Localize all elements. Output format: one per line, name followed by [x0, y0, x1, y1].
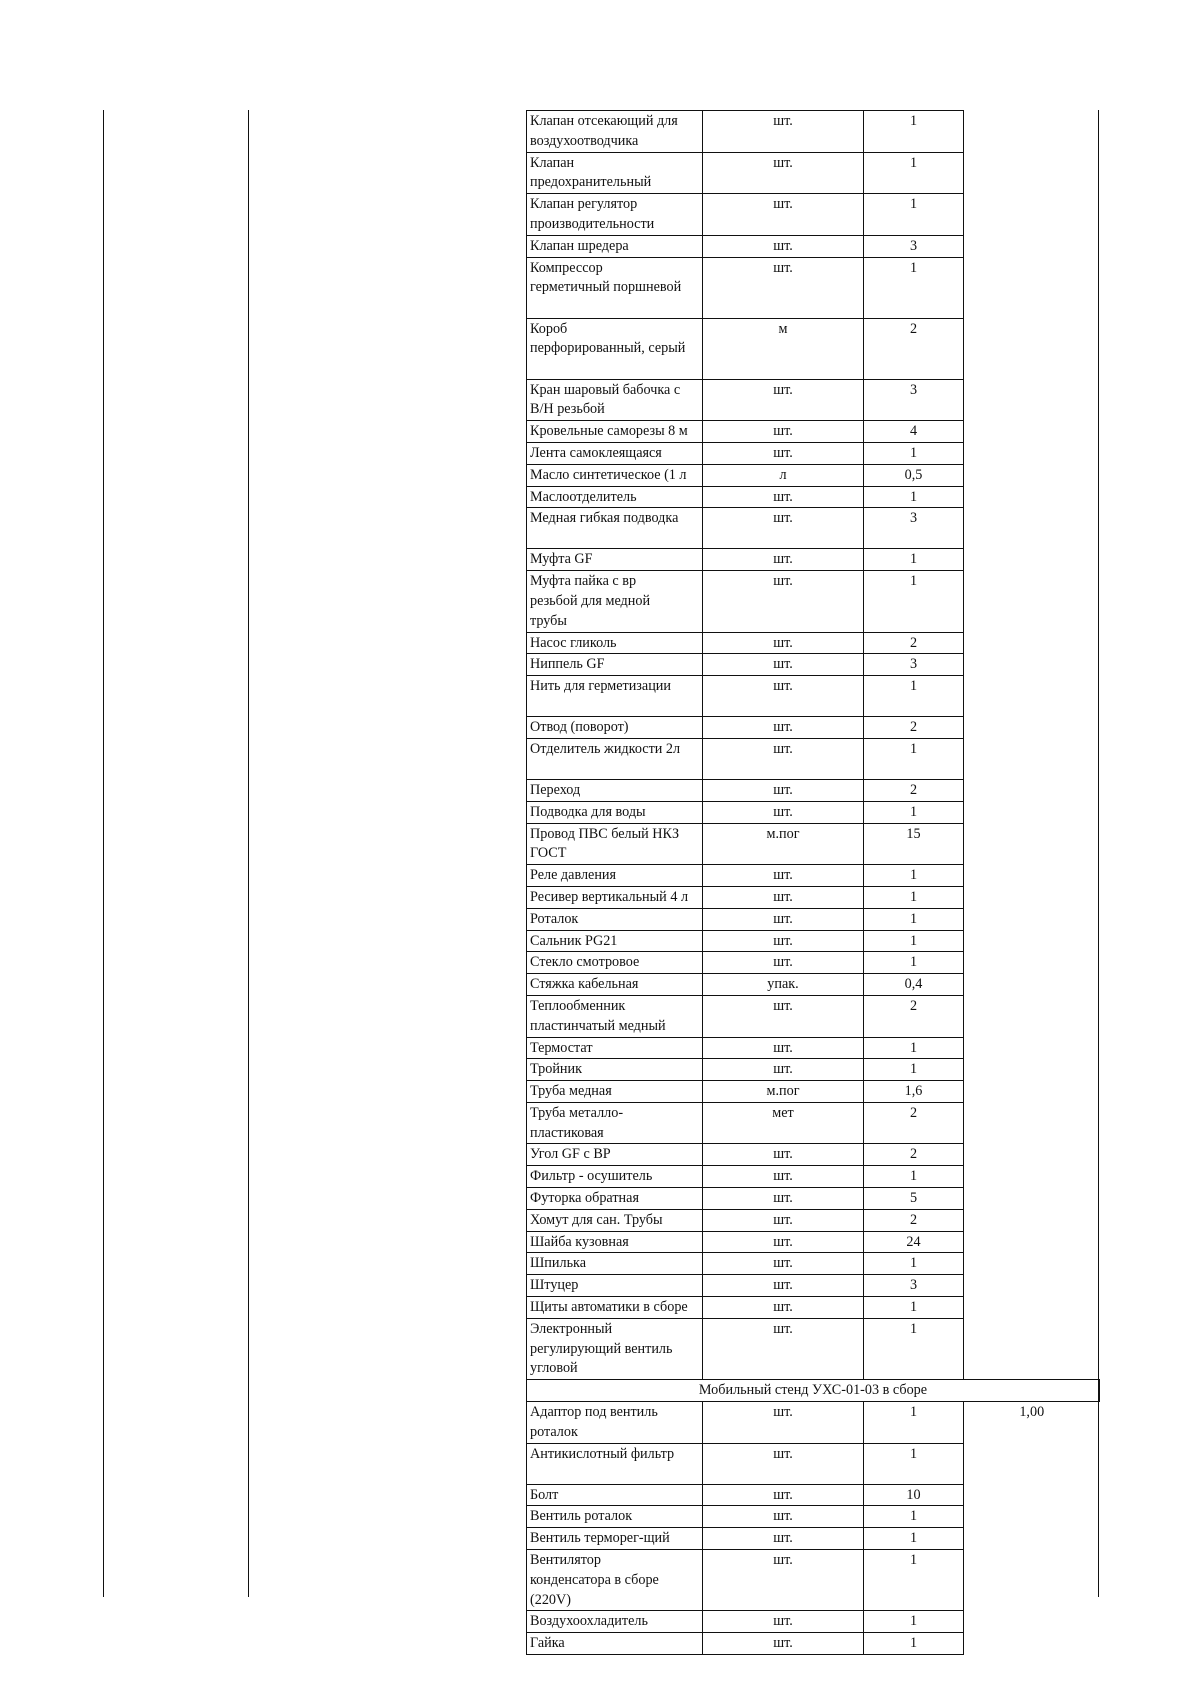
quantity-cell: 1	[864, 801, 964, 823]
item-name-cell: Масло синтетическое (1 л	[527, 464, 703, 486]
extra-value-cell	[964, 508, 1100, 549]
unit-cell: шт.	[703, 508, 864, 549]
extra-value-cell	[964, 738, 1100, 779]
extra-value-cell	[964, 654, 1100, 676]
table-row	[527, 1318, 1100, 1379]
extra-value-cell	[964, 1188, 1100, 1210]
quantity-cell: 1	[864, 257, 964, 318]
unit-cell: шт.	[703, 549, 864, 571]
extra-value-cell	[964, 194, 1100, 236]
quantity-cell: 1	[864, 549, 964, 571]
table-row	[527, 717, 1100, 739]
extra-value-cell	[964, 1318, 1100, 1379]
extra-value-cell	[964, 823, 1100, 865]
table-row	[527, 1611, 1100, 1633]
table-row	[527, 257, 1100, 318]
item-name-cell: Вентиль терморег-щий	[527, 1528, 703, 1550]
quantity-cell: 15	[864, 823, 964, 865]
item-name-cell: Ниппель GF	[527, 654, 703, 676]
table-row	[527, 801, 1100, 823]
item-name-cell: Переход	[527, 779, 703, 801]
item-name-cell: Теплообменник пластинчатый медный	[527, 995, 703, 1037]
extra-value-cell	[964, 464, 1100, 486]
quantity-cell: 2	[864, 717, 964, 739]
table-row	[527, 738, 1100, 779]
item-name-cell: Тройник	[527, 1059, 703, 1081]
item-name-cell: Труба металло- пластиковая	[527, 1102, 703, 1144]
extra-value-cell	[964, 486, 1100, 508]
quantity-cell: 2	[864, 632, 964, 654]
unit-cell: шт.	[703, 571, 864, 632]
table-row	[527, 1550, 1100, 1611]
table-row	[527, 779, 1100, 801]
extra-value-cell	[964, 1144, 1100, 1166]
extra-value-cell	[964, 1611, 1100, 1633]
item-name-cell: Фильтр - осушитель	[527, 1166, 703, 1188]
unit-cell: м.пог	[703, 1081, 864, 1103]
table-row	[527, 1402, 1100, 1444]
extra-value-cell	[964, 1081, 1100, 1103]
extra-value-cell	[964, 442, 1100, 464]
quantity-cell: 2	[864, 1209, 964, 1231]
quantity-cell: 1	[864, 1611, 964, 1633]
table-row	[527, 974, 1100, 996]
item-name-cell: Стекло смотровое	[527, 952, 703, 974]
item-name-cell: Короб перфорированный, серый	[527, 318, 703, 379]
table-row	[527, 1166, 1100, 1188]
extra-value-cell	[964, 908, 1100, 930]
table-row	[527, 930, 1100, 952]
materials-table	[526, 110, 1100, 1655]
quantity-cell: 1	[864, 1443, 964, 1484]
extra-value-cell	[964, 1209, 1100, 1231]
table-row	[527, 235, 1100, 257]
extra-value-cell	[964, 571, 1100, 632]
item-name-cell: Подводка для воды	[527, 801, 703, 823]
extra-value-cell	[964, 1297, 1100, 1319]
table-row	[527, 111, 1100, 153]
quantity-cell: 1	[864, 1633, 964, 1655]
quantity-cell: 1	[864, 1318, 964, 1379]
table-row	[527, 1102, 1100, 1144]
unit-cell: шт.	[703, 1209, 864, 1231]
item-name-cell: Воздухоохладитель	[527, 1611, 703, 1633]
extra-value-cell	[964, 1506, 1100, 1528]
unit-cell: м.пог	[703, 823, 864, 865]
table-row	[527, 194, 1100, 236]
unit-cell: шт.	[703, 930, 864, 952]
item-name-cell: Кран шаровый бабочка с В/Н резьбой	[527, 379, 703, 421]
item-name-cell: Роталок	[527, 908, 703, 930]
extra-value-cell	[964, 801, 1100, 823]
item-name-cell: Антикислотный фильтр	[527, 1443, 703, 1484]
item-name-cell: Вентилятор конденсатора в сборе (220V)	[527, 1550, 703, 1611]
materials-table-body	[527, 111, 1100, 1655]
extra-value-cell	[964, 1484, 1100, 1506]
unit-cell: шт.	[703, 1611, 864, 1633]
item-name-cell: Труба медная	[527, 1081, 703, 1103]
item-name-cell: Отвод (поворот)	[527, 717, 703, 739]
quantity-cell: 1	[864, 194, 964, 236]
extra-value-cell	[964, 421, 1100, 443]
item-name-cell: Стяжка кабельная	[527, 974, 703, 996]
unit-cell: шт.	[703, 1297, 864, 1319]
extra-value-cell	[964, 1633, 1100, 1655]
extra-value-cell	[964, 1037, 1100, 1059]
quantity-cell: 3	[864, 654, 964, 676]
extra-value-cell	[964, 952, 1100, 974]
table-row	[527, 486, 1100, 508]
unit-cell: шт.	[703, 1402, 864, 1444]
unit-cell: шт.	[703, 1443, 864, 1484]
table-row	[527, 865, 1100, 887]
table-row	[527, 379, 1100, 421]
unit-cell: шт.	[703, 379, 864, 421]
table-row	[527, 464, 1100, 486]
unit-cell: упак.	[703, 974, 864, 996]
unit-cell: шт.	[703, 1188, 864, 1210]
quantity-cell: 2	[864, 995, 964, 1037]
unit-cell: шт.	[703, 1484, 864, 1506]
table-row	[527, 632, 1100, 654]
item-name-cell: Клапан отсекающий для воздухоотводчика	[527, 111, 703, 153]
unit-cell: шт.	[703, 1506, 864, 1528]
quantity-cell: 1	[864, 952, 964, 974]
item-name-cell: Медная гибкая подводка	[527, 508, 703, 549]
item-name-cell: Насос гликоль	[527, 632, 703, 654]
quantity-cell: 1	[864, 571, 964, 632]
table-row	[527, 508, 1100, 549]
item-name-cell: Клапан регулятор производительности	[527, 194, 703, 236]
extra-value-cell	[964, 995, 1100, 1037]
unit-cell: шт.	[703, 235, 864, 257]
extra-value-cell	[964, 1550, 1100, 1611]
table-row	[527, 1506, 1100, 1528]
extra-value-cell	[964, 111, 1100, 153]
quantity-cell: 1	[864, 1059, 964, 1081]
quantity-cell: 1	[864, 486, 964, 508]
quantity-cell: 1	[864, 1402, 964, 1444]
quantity-cell: 5	[864, 1188, 964, 1210]
quantity-cell: 3	[864, 235, 964, 257]
table-row	[527, 318, 1100, 379]
item-name-cell: Нить для герметизации	[527, 676, 703, 717]
item-name-cell: Кровельные саморезы 8 м	[527, 421, 703, 443]
unit-cell: шт.	[703, 1037, 864, 1059]
unit-cell: шт.	[703, 995, 864, 1037]
quantity-cell: 24	[864, 1231, 964, 1253]
table-row	[527, 421, 1100, 443]
quantity-cell: 2	[864, 779, 964, 801]
quantity-cell: 1	[864, 1253, 964, 1275]
table-row	[527, 1144, 1100, 1166]
section-title: Мобильный стенд УХС-01-03 в сборе	[527, 1380, 1100, 1402]
quantity-cell: 4	[864, 421, 964, 443]
unit-cell: шт.	[703, 779, 864, 801]
quantity-cell: 2	[864, 1102, 964, 1144]
item-name-cell: Клапан шредера	[527, 235, 703, 257]
unit-cell: шт.	[703, 1528, 864, 1550]
unit-cell: шт.	[703, 1253, 864, 1275]
item-name-cell: Сальник PG21	[527, 930, 703, 952]
unit-cell: шт.	[703, 1275, 864, 1297]
unit-cell: шт.	[703, 421, 864, 443]
page-border-left	[103, 110, 104, 1597]
unit-cell: шт.	[703, 865, 864, 887]
unit-cell: шт.	[703, 1550, 864, 1611]
extra-value-cell	[964, 1528, 1100, 1550]
item-name-cell: Лента самоклеящаяся	[527, 442, 703, 464]
table-row	[527, 1209, 1100, 1231]
extra-value-cell	[964, 1231, 1100, 1253]
quantity-cell: 1	[864, 1166, 964, 1188]
column-divider-1	[248, 110, 249, 1597]
table-row	[527, 1443, 1100, 1484]
unit-cell: шт.	[703, 952, 864, 974]
quantity-cell: 1	[864, 930, 964, 952]
quantity-cell: 1	[864, 1550, 964, 1611]
table-row	[527, 1231, 1100, 1253]
unit-cell: шт.	[703, 257, 864, 318]
extra-value-cell	[964, 1102, 1100, 1144]
item-name-cell: Футорка обратная	[527, 1188, 703, 1210]
table-row	[527, 1037, 1100, 1059]
table-row	[527, 952, 1100, 974]
extra-value-cell	[964, 1443, 1100, 1484]
section-header-row	[527, 1380, 1100, 1402]
quantity-cell: 2	[864, 1144, 964, 1166]
table-row	[527, 571, 1100, 632]
quantity-cell: 0,5	[864, 464, 964, 486]
quantity-cell: 1	[864, 1297, 964, 1319]
unit-cell: шт.	[703, 1166, 864, 1188]
unit-cell: шт.	[703, 738, 864, 779]
item-name-cell: Провод ПВС белый НКЗ ГОСТ	[527, 823, 703, 865]
quantity-cell: 3	[864, 508, 964, 549]
item-name-cell: Щиты автоматики в сборе	[527, 1297, 703, 1319]
unit-cell: шт.	[703, 1231, 864, 1253]
quantity-cell: 1	[864, 152, 964, 194]
unit-cell: шт.	[703, 442, 864, 464]
extra-value-cell	[964, 930, 1100, 952]
unit-cell: л	[703, 464, 864, 486]
quantity-cell: 1,6	[864, 1081, 964, 1103]
table-row	[527, 1253, 1100, 1275]
table-row	[527, 886, 1100, 908]
table-row	[527, 1484, 1100, 1506]
quantity-cell: 3	[864, 379, 964, 421]
item-name-cell: Муфта пайка с вр резьбой для медной трубы	[527, 571, 703, 632]
extra-value-cell	[964, 1275, 1100, 1297]
unit-cell: шт.	[703, 908, 864, 930]
item-name-cell: Адаптор под вентиль роталок	[527, 1402, 703, 1444]
table-row	[527, 823, 1100, 865]
extra-value-cell: 1,00	[1019, 1404, 1045, 1421]
item-name-cell: Штуцер	[527, 1275, 703, 1297]
table-row	[527, 1059, 1100, 1081]
quantity-cell: 1	[864, 111, 964, 153]
extra-value-cell	[964, 235, 1100, 257]
item-name-cell: Шпилька	[527, 1253, 703, 1275]
quantity-cell: 1	[864, 865, 964, 887]
table-row	[527, 1633, 1100, 1655]
item-name-cell: Гайка	[527, 1633, 703, 1655]
unit-cell: шт.	[703, 486, 864, 508]
extra-value-cell	[964, 1253, 1100, 1275]
extra-value-cell	[964, 257, 1100, 318]
extra-value-cell	[964, 152, 1100, 194]
table-row	[527, 1297, 1100, 1319]
table-row	[527, 995, 1100, 1037]
item-name-cell: Шайба кузовная	[527, 1231, 703, 1253]
item-name-cell: Ресивер вертикальный 4 л	[527, 886, 703, 908]
table-row	[527, 1081, 1100, 1103]
item-name-cell: Отделитель жидкости 2л	[527, 738, 703, 779]
quantity-cell: 1	[864, 908, 964, 930]
table-row	[527, 654, 1100, 676]
quantity-cell: 10	[864, 1484, 964, 1506]
table-row	[527, 442, 1100, 464]
table-row	[527, 152, 1100, 194]
unit-cell: шт.	[703, 654, 864, 676]
item-name-cell: Муфта GF	[527, 549, 703, 571]
table-row	[527, 676, 1100, 717]
extra-value-cell	[964, 1166, 1100, 1188]
unit-cell: шт.	[703, 632, 864, 654]
quantity-cell: 1	[864, 886, 964, 908]
item-name-cell: Маслоотделитель	[527, 486, 703, 508]
extra-value-cell	[964, 717, 1100, 739]
item-name-cell: Болт	[527, 1484, 703, 1506]
unit-cell: шт.	[703, 717, 864, 739]
quantity-cell: 1	[864, 738, 964, 779]
quantity-cell: 2	[864, 318, 964, 379]
unit-cell: шт.	[703, 152, 864, 194]
unit-cell: мет	[703, 1102, 864, 1144]
item-name-cell: Хомут для сан. Трубы	[527, 1209, 703, 1231]
unit-cell: шт.	[703, 1633, 864, 1655]
item-name-cell: Вентиль роталок	[527, 1506, 703, 1528]
item-name-cell: Реле давления	[527, 865, 703, 887]
quantity-cell: 1	[864, 1506, 964, 1528]
extra-value-cell	[964, 779, 1100, 801]
extra-value-cell	[964, 1059, 1100, 1081]
item-name-cell: Угол GF с ВР	[527, 1144, 703, 1166]
unit-cell: шт.	[703, 194, 864, 236]
table-row	[527, 908, 1100, 930]
unit-cell: шт.	[703, 1059, 864, 1081]
table-row	[527, 1275, 1100, 1297]
extra-value-cell	[964, 676, 1100, 717]
unit-cell: шт.	[703, 801, 864, 823]
unit-cell: шт.	[703, 111, 864, 153]
table-row	[527, 1188, 1100, 1210]
item-name-cell: Компрессор герметичный поршневой	[527, 257, 703, 318]
unit-cell: м	[703, 318, 864, 379]
table-row	[527, 1528, 1100, 1550]
extra-value-cell	[964, 318, 1100, 379]
quantity-cell: 1	[864, 1037, 964, 1059]
quantity-cell: 1	[864, 1528, 964, 1550]
extra-value-cell	[964, 865, 1100, 887]
extra-value-cell	[964, 974, 1100, 996]
quantity-cell: 3	[864, 1275, 964, 1297]
extra-value-cell	[964, 549, 1100, 571]
unit-cell: шт.	[703, 1318, 864, 1379]
item-name-cell: Электронный регулирующий вентиль угловой	[527, 1318, 703, 1379]
item-name-cell: Термостат	[527, 1037, 703, 1059]
unit-cell: шт.	[703, 886, 864, 908]
item-name-cell: Клапан предохранительный	[527, 152, 703, 194]
quantity-cell: 0,4	[864, 974, 964, 996]
extra-value-cell	[964, 379, 1100, 421]
extra-value-cell	[964, 886, 1100, 908]
unit-cell: шт.	[703, 676, 864, 717]
extra-value-cell	[964, 632, 1100, 654]
table-row	[527, 549, 1100, 571]
quantity-cell: 1	[864, 676, 964, 717]
unit-cell: шт.	[703, 1144, 864, 1166]
quantity-cell: 1	[864, 442, 964, 464]
